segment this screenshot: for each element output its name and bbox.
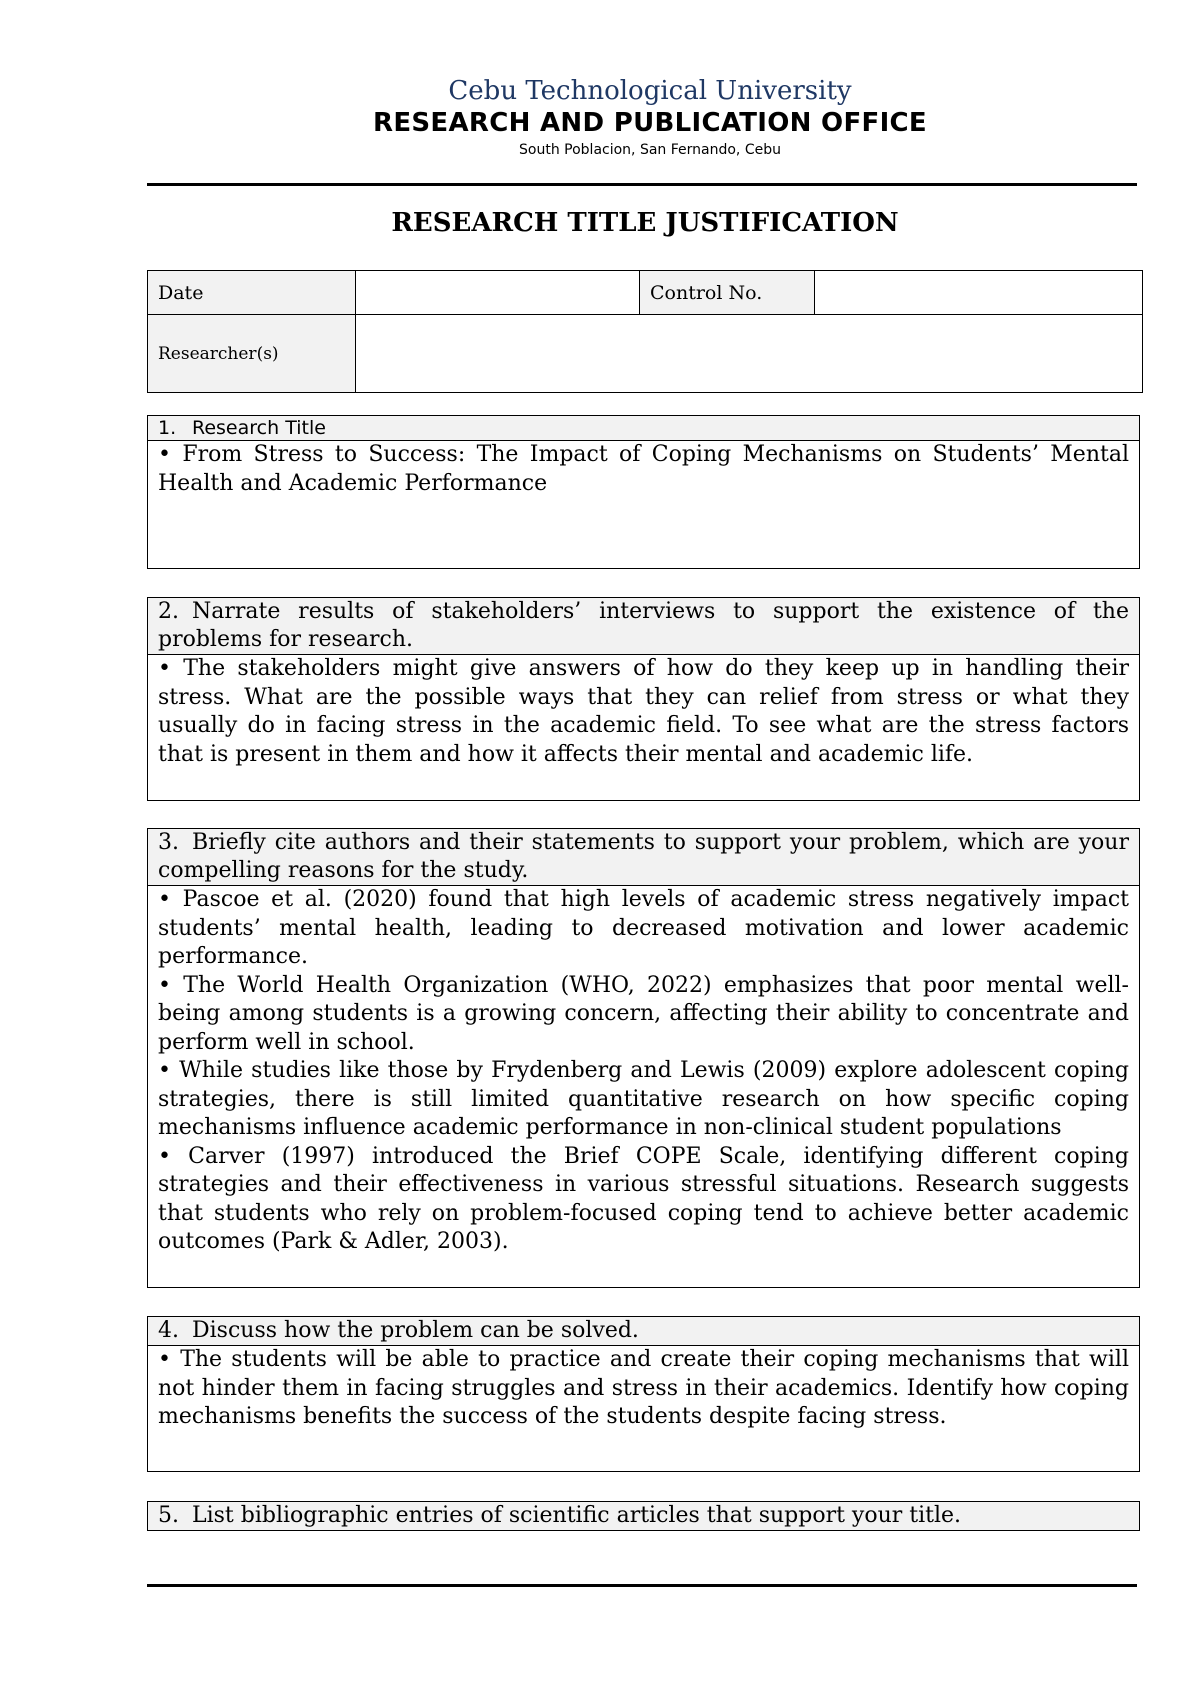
answer-paragraph: • The stakeholders might give answers of how do they keep up in handling their stress. What are the possible ways that they can relief from stress or what they usually do in facing stress in the academic field. To see what are the stress factors that is present in them and how it affects their mental and academic life. [158, 656, 1129, 767]
researchers-field[interactable] [356, 315, 1143, 393]
section-question [148, 829, 1139, 886]
control-no-field[interactable] [815, 271, 1143, 315]
answer-paragraph: • Carver (1997) introduced the Brief COPE Scale, identifying different coping strategies and their effectiveness in various stressful situations. Research suggests that students who rely on problem-focused coping tend to achieve better academic outcomes (Park & Adler, 2003). [158, 1143, 1129, 1254]
section-number: 1. [158, 417, 177, 439]
section-question [148, 1502, 1139, 1531]
section-question-text: Discuss how the problem can be solved. [192, 1318, 639, 1343]
info-table [147, 270, 1143, 393]
section-question-text: Briefly cite authors and their statements to support your problem, which are your compelling reasons for the study. [158, 830, 1129, 883]
office-name: RESEARCH AND PUBLICATION OFFICE [373, 108, 927, 138]
section-answer [148, 1346, 1139, 1432]
section-answer [148, 441, 1139, 498]
university-name: Cebu Technological University [448, 76, 852, 106]
date-field[interactable] [356, 271, 640, 315]
section-number: 5. [158, 1503, 179, 1528]
footer-rule [147, 1584, 1137, 1587]
section-stakeholder-interviews [147, 597, 1140, 801]
section-question [148, 416, 1139, 441]
section-question [148, 598, 1139, 655]
section-answer [148, 655, 1139, 769]
answer-paragraph: • The students will be able to practice and create their coping mechanisms that will not hinder them in facing struggles and stress in their academics. Identify how coping mechanisms benefits the success of the students despite facing stress. [158, 1347, 1129, 1429]
answer-paragraph: • While studies like those by Frydenberg and Lewis (2009) explore adolescent coping strategies, there is still limited quantitative research on how specific coping mechanisms influence academic performance in non-clinical student populations [158, 1058, 1129, 1140]
section-question [148, 1317, 1139, 1346]
researchers-label: Researcher(s) [148, 315, 356, 393]
section-answer [148, 886, 1139, 1257]
form-title: RESEARCH TITLE JUSTIFICATION [391, 208, 899, 238]
section-number: 4. [158, 1318, 179, 1343]
section-bibliography [147, 1501, 1140, 1531]
section-research-title [147, 415, 1140, 569]
section-problem-solution [147, 1316, 1140, 1472]
header-rule [147, 183, 1137, 186]
section-number: 2. [158, 599, 179, 624]
answer-paragraph: • Pascoe et al. (2020) found that high levels of academic stress negatively impact students’ mental health, leading to decreased motivation and lower academic performance. [158, 887, 1129, 969]
office-address: South Poblacion, San Fernando, Cebu [519, 142, 781, 158]
section-cited-authors [147, 828, 1140, 1288]
date-label: Date [148, 271, 356, 315]
section-number: 3. [158, 830, 179, 855]
answer-paragraph: • The World Health Organization (WHO, 2022) emphasizes that poor mental well-being among students is a growing concern, affecting their ability to concentrate and perform well in school. [158, 972, 1129, 1055]
control-no-label: Control No. [640, 271, 815, 315]
section-question-text: List bibliographic entries of scientific articles that support your title. [192, 1503, 962, 1528]
section-question-text: Research Title [192, 417, 326, 439]
section-question-text: Narrate results of stakeholders’ interviews to support the existence of the problems for research. [158, 599, 1129, 652]
answer-paragraph: • From Stress to Success: The Impact of Coping Mechanisms on Students’ Mental Health and Academic Performance [158, 442, 1129, 496]
